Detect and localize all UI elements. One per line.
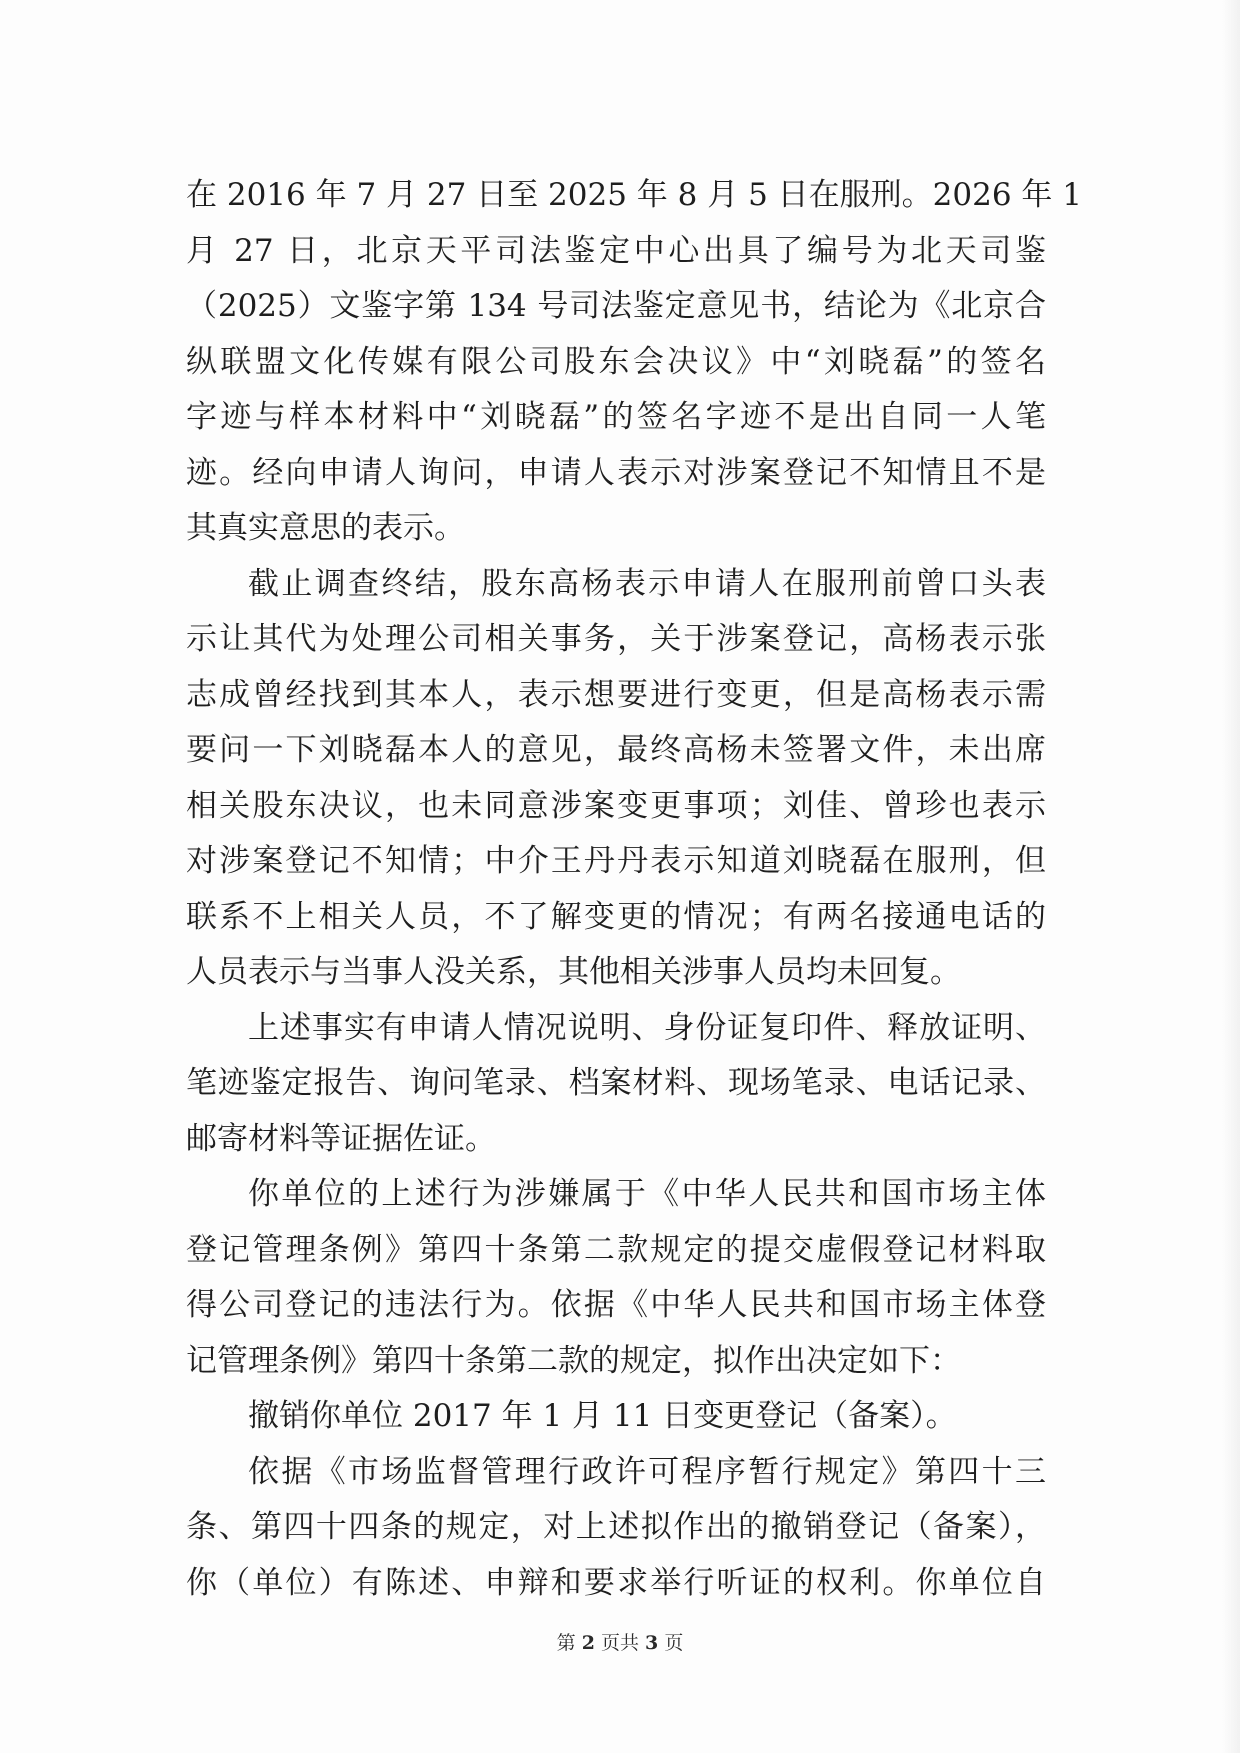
text-line: 在 2016 年 7 月 27 日至 2025 年 8 月 5 日在服刑。2026 年 1	[186, 177, 1082, 213]
text-line: 笔迹鉴定报告、询问笔录、档案材料、现场笔录、电话记录、	[186, 1065, 1046, 1101]
footer-page-number: 2	[581, 1632, 595, 1654]
footer-suffix: 页	[664, 1632, 684, 1654]
text-line: 月 27 日，北京天平司法鉴定中心出具了编号为北天司鉴	[186, 232, 1046, 269]
text-line: 得公司登记的违法行为。依据《中华人民共和国市场主体登	[186, 1287, 1046, 1323]
page-footer	[0, 1628, 1240, 1655]
text-line: 你（单位）有陈述、申辩和要求举行听证的权利。你单位自	[186, 1564, 1046, 1601]
text-line: 要问一下刘晓磊本人的意见，最终高杨未签署文件，未出席	[186, 732, 1046, 768]
text-line: 撤销你单位 2017 年 1 月 11 日变更登记（备案）。	[248, 1398, 957, 1434]
text-line: 相关股东决议，也未同意涉案变更事项；刘佳、曾珍也表示	[186, 787, 1046, 824]
text-line: （2025）文鉴字第 134 号司法鉴定意见书，结论为《北京合	[186, 288, 1046, 324]
text-line: 记管理条例》第四十条第二款的规定，拟作出决定如下：	[186, 1342, 961, 1379]
text-line: 示让其代为处理公司相关事务，关于涉案登记，高杨表示张	[186, 621, 1046, 657]
text-line: 志成曾经找到其本人，表示想要进行变更，但是高杨表示需	[186, 676, 1046, 713]
text-line: 迹。经向申请人询问，申请人表示对涉案登记不知情且不是	[186, 454, 1046, 491]
footer-total-pages: 3	[645, 1632, 659, 1654]
footer-prefix: 第	[556, 1632, 576, 1654]
text-line: 截止调查终结，股东高杨表示申请人在服刑前曾口头表	[248, 565, 1046, 602]
text-line: 依据《市场监督管理行政许可程序暂行规定》第四十三	[248, 1453, 1046, 1490]
scan-edge	[1222, 0, 1240, 1753]
text-line: 对涉案登记不知情；中介王丹丹表示知道刘晓磊在服刑，但	[186, 843, 1046, 879]
text-line: 联系不上相关人员，不了解变更的情况；有两名接通电话的	[186, 898, 1046, 935]
text-line: 你单位的上述行为涉嫌属于《中华人民共和国市场主体	[248, 1176, 1046, 1212]
text-line: 人员表示与当事人没关系，其他相关涉事人员均未回复。	[186, 954, 961, 990]
text-line: 字迹与样本材料中“刘晓磊”的签名字迹不是出自同一人笔	[186, 399, 1046, 435]
text-line: 上述事实有申请人情况说明、身份证复印件、释放证明、	[248, 1009, 1046, 1046]
text-line: 条、第四十四条的规定，对上述拟作出的撤销登记（备案），	[186, 1509, 1046, 1545]
text-line: 邮寄材料等证据佐证。	[186, 1120, 496, 1157]
body-text	[186, 168, 1082, 1611]
text-line: 纵联盟文化传媒有限公司股东会决议》中“刘晓磊”的签名	[186, 343, 1046, 380]
text-line: 登记管理条例》第四十条第二款规定的提交虚假登记材料取	[186, 1231, 1046, 1268]
footer-middle: 页共	[600, 1632, 639, 1654]
text-line: 其真实意思的表示。	[186, 510, 465, 546]
